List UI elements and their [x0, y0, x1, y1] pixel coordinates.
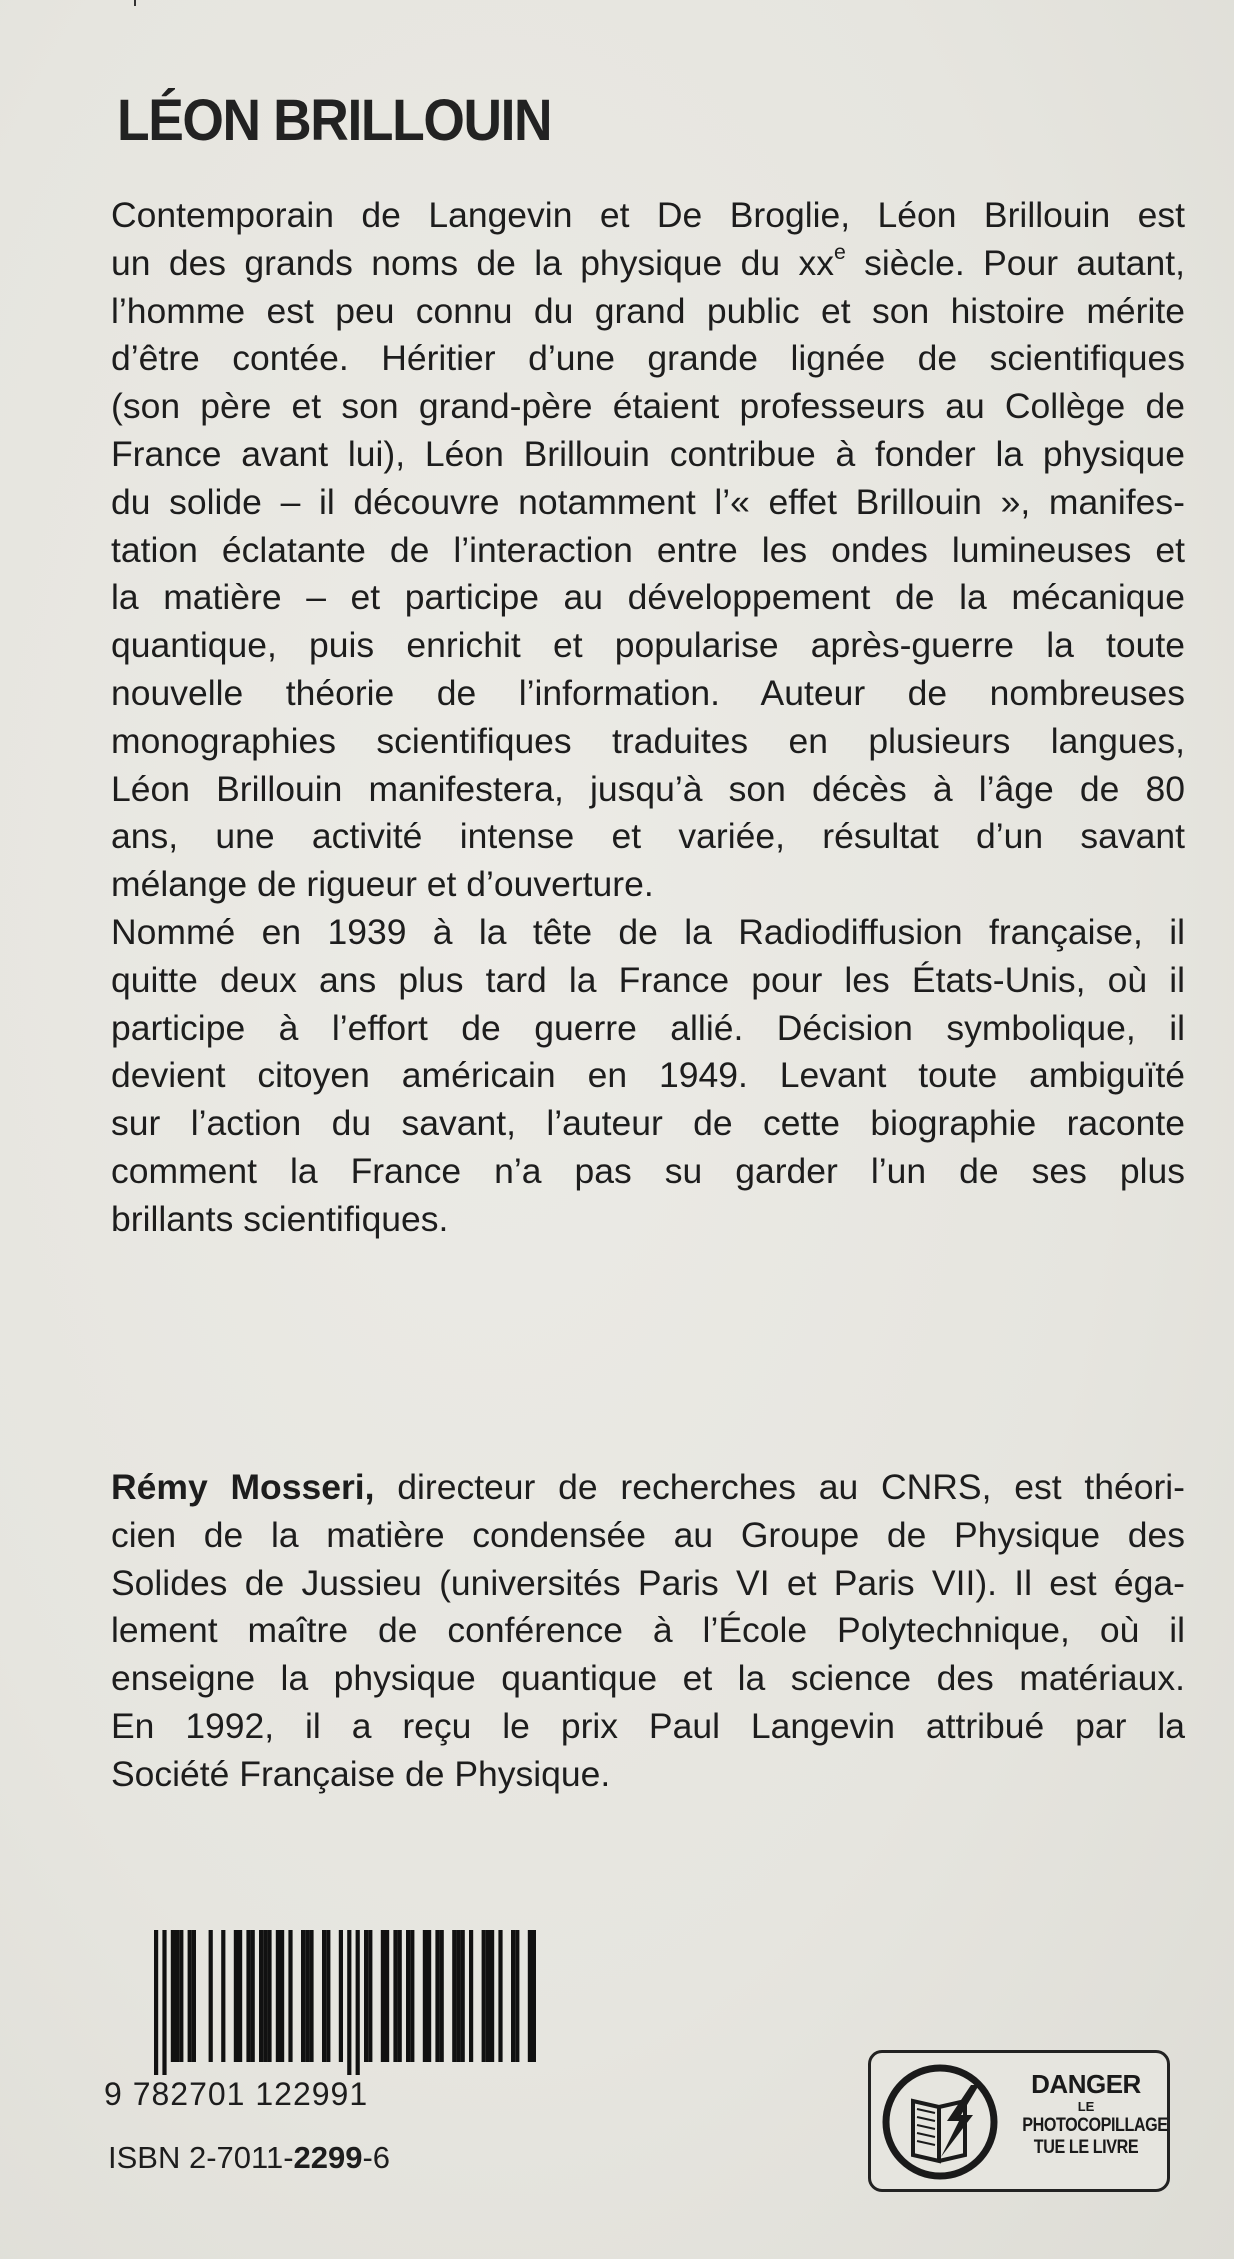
text-line: quantique, puis enrichit et popularise après-guerre la toute	[111, 625, 1185, 666]
author-bio	[111, 1464, 1185, 1799]
barcode-bar	[440, 1930, 444, 2062]
text-line: quitte deux ans plus tard la France pour les États-Unis, où il	[111, 959, 1185, 1000]
barcode-bar	[427, 1930, 431, 2062]
barcode-bar	[515, 1930, 519, 2062]
barcode-bar	[221, 1930, 225, 2062]
barcode-bar	[406, 1930, 410, 2062]
photocopy-danger-logo	[868, 2050, 1170, 2192]
text-line: Société Française de Physique.	[111, 1753, 611, 1794]
barcode-bar	[179, 1930, 183, 2062]
barcode-bar	[192, 1930, 196, 2062]
barcode-bar	[381, 1930, 385, 2062]
barcode-bar	[339, 1930, 343, 2062]
barcode-bar	[251, 1930, 255, 2062]
danger-caption	[1011, 2069, 1168, 2158]
author-name: Rémy Mosseri,	[111, 1467, 375, 1507]
barcode-bar	[410, 1930, 414, 2062]
text-line: d’être contée. Héritier d’une grande lignée de scientifiques	[111, 338, 1185, 379]
barcode-bar	[347, 1930, 351, 2075]
barcode-bar	[267, 1930, 271, 2062]
superscript: e	[833, 239, 846, 264]
text-line: devient citoyen américain en 1949. Levant toute ambiguïté	[111, 1055, 1185, 1096]
barcode-bar	[456, 1930, 460, 2062]
text-line: du solide – il découvre notamment l’« effet Brillouin », manifes-	[111, 481, 1185, 522]
barcode-bar	[469, 1930, 473, 2062]
barcode-bar	[301, 1930, 305, 2062]
summary-text	[111, 192, 1185, 1244]
barcode-bar	[322, 1930, 326, 2062]
barcode-bar	[461, 1930, 465, 2062]
danger-line-3: PHOTOCOPILLAGE	[1022, 2115, 1168, 2136]
text-line: En 1992, il a reçu le prix Paul Langevin attribué par la	[111, 1705, 1185, 1746]
text-line: Solides de Jussieu (universités Paris VI et Paris VII). Il est éga-	[111, 1562, 1185, 1603]
barcode-bar	[356, 1930, 360, 2075]
text-line: l’homme est peu connu du grand public et son histoire mérite	[111, 290, 1185, 331]
text-line: brillants scientifiques.	[111, 1198, 449, 1239]
text-line: enseigne la physique quantique et la science des matériaux.	[111, 1658, 1185, 1699]
barcode-bar	[259, 1930, 263, 2062]
barcode-digits: 9 782701 122991	[104, 2076, 369, 2112]
text-line: comment la France n’a pas su garder l’un de ses plus	[111, 1150, 1185, 1191]
barcode-bar	[305, 1930, 309, 2062]
barcode-bar	[162, 1930, 166, 2075]
barcode-bar	[486, 1930, 490, 2062]
book-lightning-icon	[881, 2063, 999, 2181]
barcode-bar	[154, 1930, 158, 2075]
text-line: la matière – et participe au développement de la mécanique	[111, 577, 1185, 618]
barcode-bar	[511, 1930, 515, 2062]
text-line: monographies scientifiques traduites en plusieurs langues,	[111, 720, 1185, 761]
barcode-bar	[364, 1930, 368, 2062]
barcode-bar	[423, 1930, 427, 2062]
text-line: Léon Brillouin manifestera, jusqu’à son décès à l’âge de 80	[111, 768, 1185, 809]
author-paragraph	[111, 1464, 1185, 1799]
barcode-bar	[175, 1930, 179, 2062]
text-line: nouvelle théorie de l’information. Auteur de nombreuses	[111, 672, 1185, 713]
barcode-bar	[209, 1930, 213, 2062]
text-line: Nommé en 1939 à la tête de la Radiodiffusion française, il	[111, 911, 1185, 952]
barcode-bar	[246, 1930, 250, 2062]
barcode-bar	[393, 1930, 397, 2062]
text-line: France avant lui), Léon Brillouin contribue à fonder la physique	[111, 433, 1185, 474]
barcode-bar	[482, 1930, 486, 2062]
barcode-bars	[106, 1930, 536, 2075]
barcode-bar	[288, 1930, 292, 2062]
barcode-bar	[263, 1930, 267, 2062]
text-line: cien de la matière condensée au Groupe de Physique des	[111, 1514, 1185, 1555]
barcode-bar	[385, 1930, 389, 2062]
text-line: participe à l’effort de guerre allié. Décision symbolique, il	[111, 1007, 1185, 1048]
book-title: LÉON BRILLOUIN	[117, 88, 552, 153]
isbn-number: ISBN 2-7011-2299-6	[108, 2140, 391, 2175]
danger-line-1: DANGER	[1031, 2069, 1141, 2099]
barcode-bar	[238, 1930, 242, 2062]
barcode-bar	[452, 1930, 456, 2062]
summary-paragraph-2	[111, 909, 1185, 1244]
text-line: (son père et son grand-père étaient professeurs au Collège de	[111, 386, 1185, 427]
barcode-bar	[532, 1930, 536, 2062]
barcode-bar	[309, 1930, 313, 2062]
text-line: ans, une activité intense et variée, résultat d’un savant	[111, 816, 1185, 857]
barcode-bar	[498, 1930, 502, 2062]
barcode-bar	[326, 1930, 330, 2062]
danger-line-4: TUE LE LIVRE	[1033, 2137, 1139, 2158]
text-line: sur l’action du savant, l’auteur de cette biographie raconte	[111, 1103, 1185, 1144]
crop-mark	[134, 0, 136, 6]
text-line: Rémy Mosseri, directeur de recherches au CNRS, est théori-	[111, 1467, 1185, 1507]
danger-line-2: LE	[1077, 2099, 1095, 2114]
barcode-bar	[490, 1930, 494, 2062]
barcode-bar	[234, 1930, 238, 2062]
text-line: mélange de rigueur et d’ouverture.	[111, 864, 654, 905]
barcode-bar	[280, 1930, 284, 2062]
barcode-bar	[171, 1930, 175, 2062]
summary-paragraph-1	[111, 192, 1185, 909]
barcode-bar	[188, 1930, 192, 2062]
barcode-bar	[435, 1930, 439, 2062]
text-line: Contemporain de Langevin et De Broglie, Léon Brillouin est	[111, 195, 1185, 235]
barcode-bar	[528, 1930, 532, 2062]
text-line: un des grands noms de la physique du $xx^e$ siècle. Pour autant,	[111, 239, 1185, 283]
barcode-bar	[398, 1930, 402, 2062]
barcode-bar	[276, 1930, 280, 2062]
text-line: lement maître de conférence à l’École Polytechnique, où il	[111, 1610, 1185, 1651]
text-line: tation éclatante de l’interaction entre les ondes lumineuses et	[111, 529, 1185, 570]
barcode-bar	[368, 1930, 372, 2062]
